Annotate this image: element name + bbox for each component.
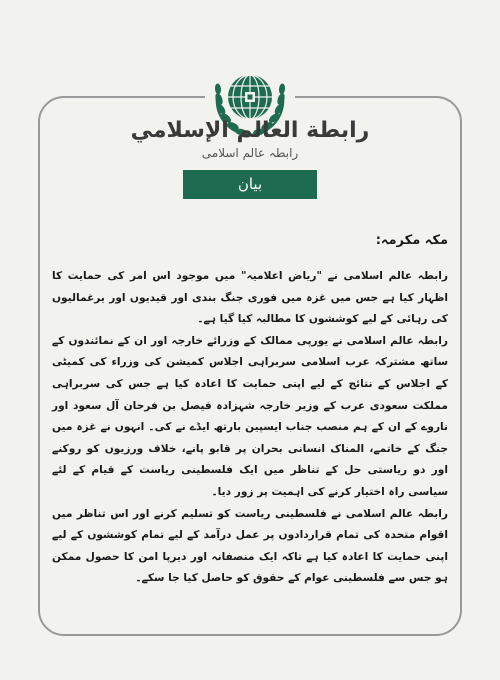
statement-banner: بیان (183, 170, 317, 199)
statement-paragraph-3: رابطہ عالم اسلامی نے فلسطینی ریاست کو تسلیم کرنے اور اس تناظر میں اقوام متحدہ کی تمام قراردادوں پر عمل درآمد کے لیے تمام کوششوں کے لیے اپنی حمایت کا اعادہ کیا ہے تاکہ ایک منصفانہ اور دیرپا امن کا حصول ممکن ہو جس سے فلسطینی عوام کے حقوق کو حاصل کیا جا سکے۔ (52, 507, 448, 585)
statement-paragraph-1: رابطہ عالم اسلامی نے "ریاض اعلامیہ" میں موجود اس امر کی حمایت کا اظہار کیا ہے جس میں غزہ میں فوری جنگ بندی اور قیدیوں اور یرغمالیوں کی رہائی کے لیے کوششوں کا مطالبہ کیا گیا ہے۔ (52, 270, 448, 326)
location-heading: مکہ مکرمہ: (375, 233, 448, 248)
organization-name-urdu: رابطہ عالم اسلامی (201, 146, 299, 160)
organization-name (100, 118, 400, 162)
statement-body (52, 230, 448, 590)
organization-name-arabic: رابطة العالم الإسلامي (130, 118, 370, 143)
statement-paragraph-2: رابطہ عالم اسلامی نے یورپی ممالک کے وزرائے خارجہ اور ان کے نمائندوں کے ساتھ مشترکہ عرب اسلامی سربراہی اجلاس کمیشن کی وزراء کی کمیٹی کے اجلاس کے نتائج کے لیے اپنی حمایت کا اعادہ کیا ہے جس کی سربراہی مملکت سعودی عرب کے وزیر خارجہ شہزادہ فیصل بن فرحان آل سعود اور ناروے کے ان کے ہم منصب جناب ایسپین بارتھ ایڈے نے کی۔ انہوں نے غزہ میں جنگ کے خاتمے، المناک انسانی بحران پر قابو پانے، خلاف ورزیوں کو روکنے اور دو ریاستی حل کے تناظر میں ایک فلسطینی ریاست کے قیام کے لئے سیاسی راہ اختیار کرنے کی اہمیت پر زور دیا۔ (52, 334, 448, 498)
